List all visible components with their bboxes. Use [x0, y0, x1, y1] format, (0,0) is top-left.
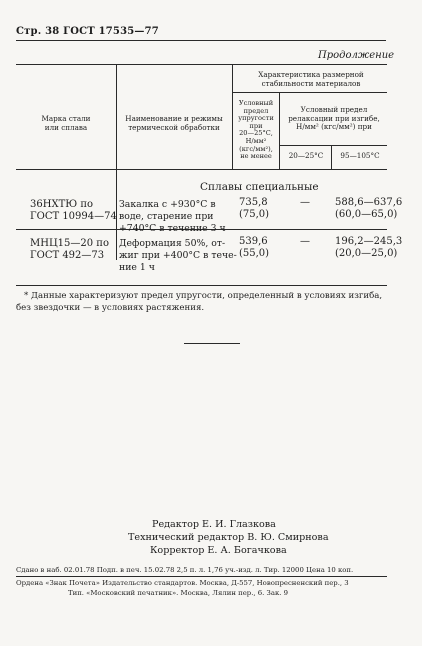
header-elastic-limit: Условный предел упругости при 20—25°С, Н/мм² (кгс/мм²), не менее [238, 99, 274, 161]
header-temp-95: 95—105°С [340, 151, 380, 160]
row2-elastic: 539,6 (55,0) [239, 236, 270, 259]
tech-editor-line: Технический редактор В. Ю. Смирнова [128, 532, 329, 543]
header-treatment: Наименование и режимы термической обработки [125, 114, 223, 132]
imprint-line-2: Ордена «Знак Почета» Издательство стандартов. Москва, Д-557, Новопресненский пер., 3 [16, 579, 349, 587]
row2-treatment: Деформация 50%, от- жиг при +400°С в тече- ние 1 ч [119, 238, 237, 273]
relax-subrule [279, 145, 387, 146]
row1-relax-95: 588,6—637,6 (60,0—65,0) [335, 197, 403, 220]
row2-grade: МНЦ15—20 по ГОСТ 492—73 [30, 238, 109, 261]
footnote: * Данные характеризуют предел упругости, определенный в условиях изгиба, без звездочки — в условиях растяжения. [16, 291, 383, 313]
col-divider-1 [116, 64, 117, 260]
header-characteristics: Характеристика размерной стабильности материалов [258, 70, 364, 88]
page-header: Стр. 38 ГОСТ 17535—77 [16, 26, 159, 37]
continuation-label: Продолжение [318, 50, 395, 61]
imprint-rule [16, 576, 387, 577]
row1-treatment: Закалка с +930°С в воде, старение при +740°С в течение 3 ч [119, 199, 226, 234]
header-rule [16, 40, 386, 41]
table-bottom-rule [16, 285, 387, 286]
table-header-bottom-rule [16, 169, 387, 170]
section-title: Сплавы специальные [200, 181, 319, 193]
col-divider-3 [279, 92, 280, 169]
row1-elastic: 735,8 (75,0) [239, 197, 270, 220]
chars-subrule [232, 92, 387, 93]
row1-relax-20: — [300, 197, 310, 208]
separator-rule [184, 343, 240, 344]
row2-relax-95: 196,2—245,3 (20,0—25,0) [335, 236, 403, 259]
header-temp-20: 20—25°С [288, 151, 324, 160]
imprint-line-1: Сдано в наб. 02.01.78 Подп. в печ. 15.02.78 2,5 п. л. 1,76 уч.-изд. л. Тир. 12000 Цена 10 коп. [16, 566, 354, 574]
imprint-line-3: Тип. «Московский печатник». Москва, Лялин пер., 6. Зак. 9 [68, 589, 289, 597]
editor-line: Редактор Е. И. Глазкова [152, 519, 276, 530]
credits [128, 518, 329, 557]
row2-relax-20: — [300, 236, 310, 247]
col-divider-4 [331, 145, 332, 169]
header-grade: Марка стали или сплава [41, 114, 91, 132]
row1-grade: 36НХТЮ по ГОСТ 10994—74 [30, 199, 117, 222]
header-relaxation: Условный предел релаксации при изгибе, Н/мм² (кгс/мм²) при [288, 105, 380, 132]
table-top-rule [16, 64, 387, 65]
proofreader-line: Корректор Е. А. Богачкова [150, 545, 287, 556]
